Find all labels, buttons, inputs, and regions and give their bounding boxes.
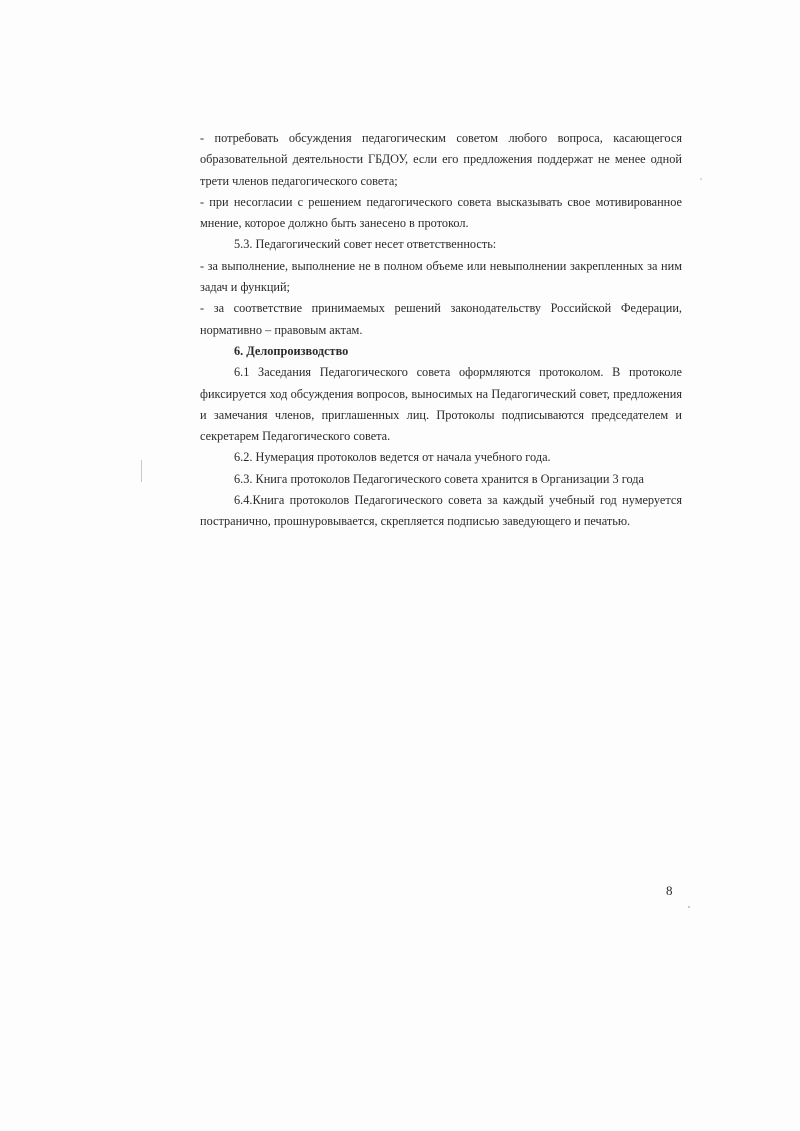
paragraph-6-4-book-binding: 6.4.Книга протоколов Педагогического совета за каждый учебный год нумеруется постранично, прошнуровывается, скрепляется подписью заведующего и печатью. — [200, 493, 682, 529]
scan-artifact-mark — [141, 460, 142, 482]
page-number: 8 — [666, 883, 673, 898]
paragraph-6-3-storage: 6.3. Книга протоколов Педагогического совета хранится в Организации 3 года — [234, 471, 644, 486]
section-heading-records: 6. Делопроизводство — [234, 343, 349, 358]
scan-artifact-dot — [688, 906, 690, 908]
paragraph-right-to-demand-discussion: - потребовать обсуждения педагогическим советом любого вопроса, касающегося образовательной деятельности ГБДОУ, если его предложения поддержат не менее одной трети членов педагогического совета; — [200, 131, 682, 188]
document-body — [200, 128, 682, 533]
paragraph-right-to-dissent: - при несогласии с решением педагогического совета высказывать свое мотивированное мнение, которое должно быть занесено в протокол. — [200, 194, 682, 231]
scan-artifact-dot — [700, 178, 702, 180]
paragraph-6-2-numbering: 6.2. Нумерация протоколов ведется от начала учебного года. — [234, 450, 551, 465]
paragraph-responsibility-legislation: - за соответствие принимаемых решений законодательству Российской Федерации, нормативно – правовым актам. — [200, 301, 682, 337]
paragraph-5-3-responsibility: 5.3. Педагогический совет несет ответственность: — [234, 237, 497, 252]
paragraph-responsibility-tasks: - за выполнение, выполнение не в полном объеме или невыполнении закрепленных за ним задач и функций; — [200, 258, 682, 295]
paragraph-6-1-minutes: 6.1 Заседания Педагогического совета оформляются протоколом. В протоколе фиксируется ход обсуждения вопросов, выносимых на Педагогический совет, предложения и замечания членов, приглашенных лиц. Протоколы подписываются председателем и секретарем Педагогического совета. — [200, 365, 682, 444]
